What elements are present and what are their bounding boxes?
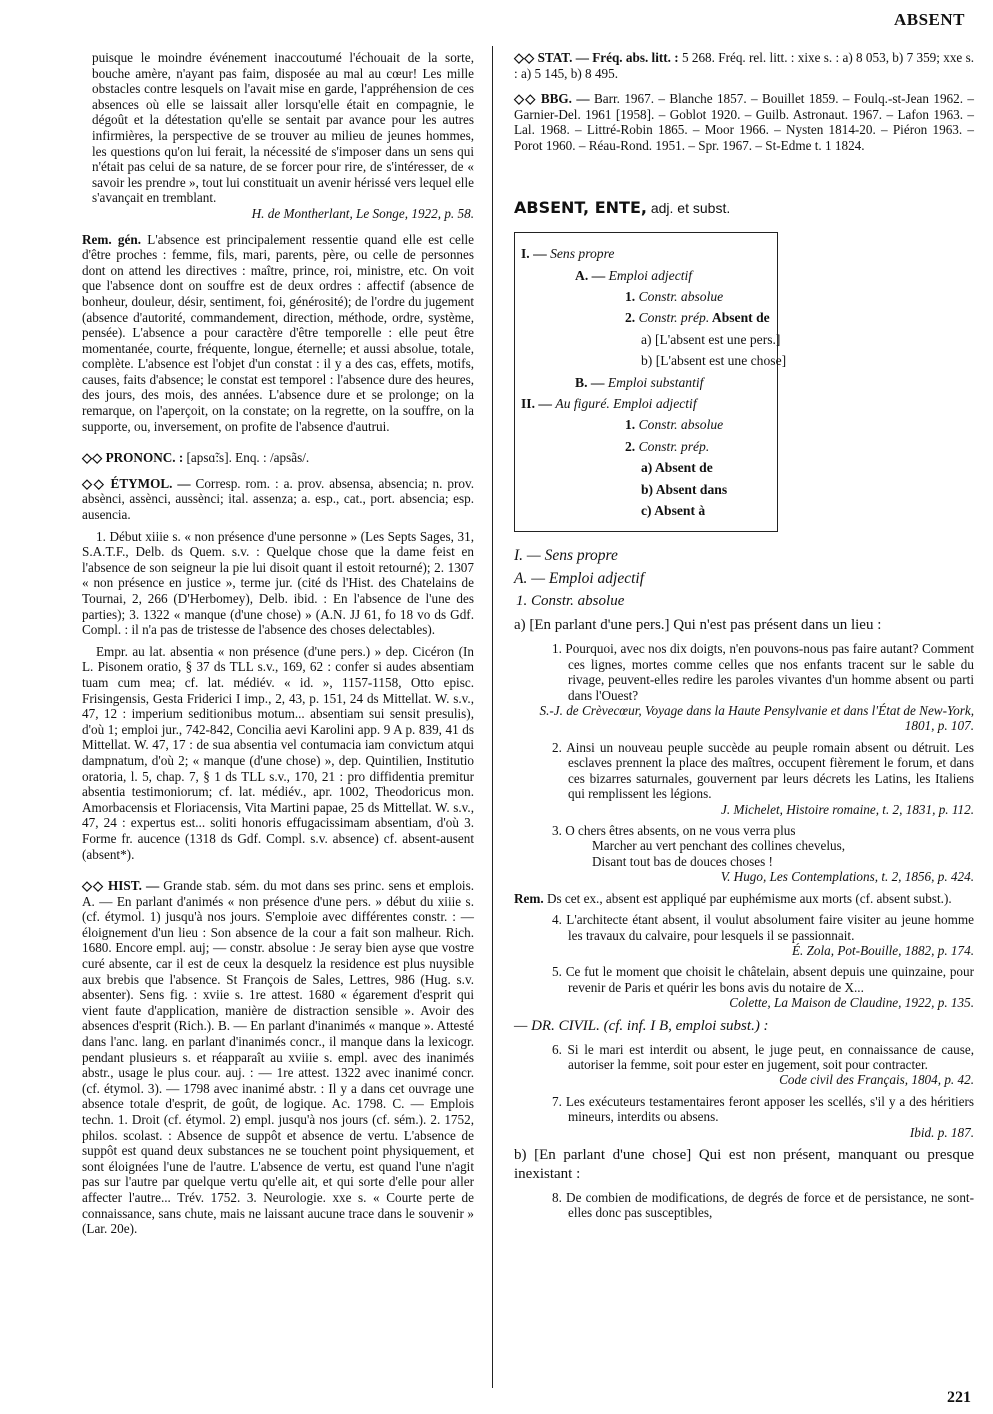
example-3-verse-2: Marcher au vert penchant des collines chevelus,: [592, 838, 846, 854]
plan-a-label: Emploi adjectif: [608, 267, 693, 283]
plan-a-num: A. —: [575, 267, 606, 283]
example-3: [514, 823, 974, 869]
prononciation: [82, 450, 474, 466]
plan-ii1-num: 1.: [625, 417, 636, 433]
etymologie-emprunt: Empr. au lat. absentia « non présence (d'une pers.) » dep. Cicéron (In L. Pisonem oratio, § 37 ds TLL s.v., 169, 62 : confer si audes absentiam tuam cum mea; cf. lat. médiév. « id. », 1157-1158, Otto episc. Frisingensis, Gesta Friderici I imp., 2, 43, p. 151, 24 ds Mittellat. W. s.v., 47, 12 : imperium seditionibus motum... absentiam sui sensit presulis), d'où 1; emploi jur., 742-842, Concilia aevi Karolini app. 9 A p. 839, 41 ds Mittellat. W. 47, 17 : de sua absentia vel contumacia iam convictum atqui dampnatum, d'où 2; « manque (d'une chose) », dep. Quintilien, Institutio oratoria, l. 5, chap. 7, § 1 ds TLL s.v., 170, 21 : pro diffidentia premitur absentia testimoniorum; cf. lat. médiév., apr. 1002, Theodoricus mon. Amorbacensis et Floriacensis, Vita Martini papae, 25 ds Mittellat. W. s.v., 47, 24 : expertus est... soliti honoris effugacissimam absentiam, d'où 3. Forme fr. aucence (1318 ds Gdf. Compl. s.v. absence) cf. absent-ausent (absent*).: [82, 643, 474, 862]
hist-label: ◇◇ HIST. —: [82, 878, 160, 894]
example-4: 4. L'architecte étant absent, il voulut absolument faire visiter au jeune homme les travaux du calvaire, pour lesquels il se passionnait.: [552, 912, 974, 943]
prononc-label: ◇◇ PRONONC. :: [82, 450, 184, 466]
example-4-source: É. Zola, Pot-Bouille, 1882, p. 174.: [791, 942, 974, 958]
bbg-text: Barr. 1967. – Blanche 1857. – Bouillet 1859. – Foulq.-st-Jean 1962. – Garnier-Del. 1961 [1958]. – Goblot 1920. – Guilb. Astronaut. 1967. – Lafon 1963. – Lal. 1968. – Littré-Robin 1865. – Moor 1966. – Nysten 1814-20. – Piéron 1963. – Porot 1960. – Réau-Rond. 1951. – Spr. 1967. – St-Edme t. 1 1824.: [514, 91, 974, 153]
plan-ii2c: c) Absent à: [641, 503, 706, 519]
plan-ii-label: Au figuré. Emploi adjectif: [555, 396, 697, 411]
rem-label-right: Rem.: [514, 890, 544, 906]
entry-headword: [514, 197, 974, 217]
page-number: 221: [947, 1389, 971, 1406]
rem-text: L'absence est principalement ressentie quand elle est celle d'être proches : femme, fils, mari, parents, père, ou celle de personnes dont on attend les directives : maître, prince, roi, ministre, etc. On voit que l'absence dont on souffre est de deux ordres : affectif (absence de bonheur, douleur, désir, sentiment, foi, générosité); de l'ordre du jugement (absence d'autorité, commandement, direction, méthode, ordre, système, pensée). L'absence a pour caractère d'être temporelle : elle peut être momentanée, courte, fréquente, longue, éternelle; et aussi absolue, totale, complète. L'absence est l'objet d'un constat : il y a des cas, effets, motifs, causes, faits d'absence; le constat est temporel : l'absence dure des heures, des jours, des mois, des années. L'absence dure et se prolonge; on la remarque, on l'aperçoit, on la constate; on la regrette, on la souffre, on la supporte, ou, inversement, on profite de l'absence d'autrui.: [82, 231, 474, 434]
stat-label: ◇◇ STAT. — Fréq. abs. litt. :: [514, 50, 679, 65]
stat-text: 5 268. Fréq. rel. litt. : xixe s. : a) 8 053, b) 7 359; xxe s. : a) 5 145, b) 8 495.: [514, 50, 975, 81]
example-1: 1. Pourquoi, avec nos dix doigts, n'en pouvons-nous pas faire autant? Comment ces lignes, mortes comme celles que nos enfants tracent sur le sable du rivage, peuvent-elles redire les paroles vivantes d'un homme absent ou parti dans l'Ouest?: [552, 641, 974, 703]
section-i-heading: I. — Sens propre: [514, 547, 618, 565]
bbg-label: ◇◇ BBG. —: [514, 91, 590, 107]
plan-a2a: a) [L'absent est une pers.]: [641, 331, 781, 347]
prononc-text: [apsɑ̃:s]. Enq. : /apsãs/.: [183, 450, 310, 466]
part-of-speech: adj. et subst.: [646, 199, 731, 216]
section-a-heading: A. — Emploi adjectif: [514, 570, 645, 588]
etymol-label: ◇◇ ÉTYMOL. —: [82, 475, 191, 491]
remarque-euphemisme: [514, 891, 974, 907]
example-8: 8. De combien de modifications, de degrés de force et de persistance, ne sont-elles donc pas susceptibles,: [552, 1190, 974, 1221]
example-6-source: Code civil des Français, 1804, p. 42.: [779, 1072, 974, 1088]
example-3-source: V. Hugo, Les Contemplations, t. 2, 1856, p. 424.: [720, 869, 974, 885]
droit-civil-heading: — DR. CIVIL. (cf. inf. I B, emploi subst.) :: [514, 1017, 769, 1034]
example-7: 7. Les exécuteurs testamentaires feront apposer les scellés, s'il y a des héritiers mineurs, interdits ou absens.: [552, 1093, 974, 1125]
right-column: [514, 50, 974, 1221]
section-1-heading: 1. Constr. absolue: [516, 593, 625, 610]
example-1-source: S.-J. de Crèvecœur, Voyage dans la Haute Pensylvanie et dans l'État de New-York, 1801, p. 107.: [539, 703, 974, 734]
headword: ABSENT, ENTE,: [514, 197, 647, 217]
hist-text: Grande stab. sém. du mot dans ses princ. sens et emplois. A. — En parlant d'animés « non présence d'une pers. » début du xiiie s. (cf. étymol. 1) jusqu'à nos jours. S'emploie avec différentes constr. : — éloignement d'un lieu : Son absence de la cour a fait son malheur. Rich. 1680. Encore empl. auj; — constr. absolue : Je seray bien ayse que vostre curé absente, car il est de ceux la desquelz la residence est plus nuysible aux brebis que l'absence. St François de Sales, Lettres, 986 (Hug. s.v. absenter). Sens fig. : xviie s. 1re attest. 1680 « égarement d'esprit qui vient faute d'application, manière de distraction sensible ». Avoir des absences d'esprit (Rich.). B. — En parlant d'inanimés « manque ». Attesté dans l'anc. lang. en parlant d'inanimés concr., il manque dans la lexicogr. pendant plusieurs s. et réapparaît au xviiie s. empl. avec des inanimés abstr., usage le plus cour. auj. : — 1re attest. 1322 avec inanimé concr. (cf. étymol. 3). — 1798 avec inanimé abstr. : Il y a dans cet ouvrage une absence totale d'esprit, de goût, de logique. Ac. 1798. C. — Emplois techn. 1. Droit (cf. étymol. 2) empl. jusqu'à nos jours (cf. sém.). 2. 1752, philos. scolast. : Absence de suppôt et absence de vertu. L'absence de suppôt est quand deux substances ne se touchent point physiquement, et sont éloignées l'une de l'autre. L'absence de vertu, est quand l'une n'agit pas sur l'autre par quelque vertu qu'elle ait, et qui sorte d'elle pour aller affecter l'autre... Trév. 1752. 3. Neurologie. xxe s. « Courte perte de connaissance, sans chute, mais ne laissant aucune trace dans le souvenir » (Lar. 20e).: [82, 878, 475, 1237]
quote-source: H. de Montherlant, Le Songe, 1922, p. 58.: [251, 205, 474, 221]
running-head: ABSENT: [893, 10, 965, 29]
plan-b-num: B. —: [575, 374, 605, 390]
plan-a2-label: Constr. prép.: [638, 310, 710, 326]
etymol-intro-text: Corresp. rom. : a. prov. absensa, absencia; n. prov. absènci, assènci, aussènci; ital. assenza; a. esp., cat., port. absencia; esp. ausencia.: [82, 475, 475, 523]
statistique: [514, 50, 974, 81]
plan-ii2a: a) Absent de: [641, 460, 713, 476]
example-5-source: Colette, La Maison de Claudine, 1922, p. 135.: [729, 995, 974, 1011]
historique: [82, 878, 474, 1237]
plan-ii1-label: Constr. absolue: [638, 417, 724, 433]
column-divider: [492, 46, 493, 1388]
bibliographie: [514, 91, 974, 153]
plan-i-label: Sens propre: [550, 246, 615, 262]
example-3-verse-3: Disant tout bas de douces choses !: [592, 853, 773, 869]
etymologie-dates: 1. Début xiiie s. « non présence d'une personne » (Les Septs Sages, 31, S.A.T.F., Delb. ds Quem. s.v. : Quelque chose que la dame feist en l'absence de son seigneur la pie lui disoit quant il estoit retourné); 2. 1307 « non présence en justice », terme jur. (cité ds l'Hist. des Chatelains de Tournai, 2, 266 (D'Herbomey), Delb. ibid. : En l'absence de l'une des parties); 3. 1322 « manque (d'une chose) » (A.N. JJ 61, fo 18 vo ds Gdf. Compl. : il n'a pas de tristesse de l'absence des choses delectables).: [82, 528, 474, 638]
example-6: 6. Si le mari est interdit ou absent, le juge peut, en connaissance de cause, autoriser la femme, soit pour ester en jugement, soit pour contracter.: [552, 1041, 974, 1072]
quote-montherlant: puisque le moindre événement inaccoutumé l'échouait de la sorte, bouche amère, n'ayant pas faim, disposée au mal au cœur! Les mille obstacles contre lesquels on l'avait mise en garde, l'appréhension de ces absences où elle se laissait aller lorsqu'elle était en compagnie, le dégoût et la détestation qu'elle se sentait par avance pour les autres infirmières, la perspective de se trouver au milieu de jeunes hommes, les questions qu'on lui ferait, la nécessité de s'imposer dans un sens qui n'était pas celui de sa nature, de se forcer pour rire, de s'intéresser, de « savoir les prendre », tout lui constituait un avenir hérissé vers lequel elle s'avançait en tremblant.: [92, 50, 474, 206]
plan-ii-num: II. —: [521, 396, 552, 411]
example-5: 5. Ce fut le moment que choisit le châtelain, absent depuis une quinzaine, pour revenir de Paris et quérir les bons avis du notaire de X...: [552, 964, 974, 995]
sense-a: a) [En parlant d'une pers.] Qui n'est pas présent dans un lieu :: [514, 617, 882, 634]
article-plan-box: [514, 232, 787, 532]
rem-text-right: Ds cet ex., absent est appliqué par euphémisme aux morts (cf. absent subst.).: [543, 890, 952, 906]
remarque-generale: [82, 232, 474, 435]
plan-ii2-label: Constr. prép.: [638, 438, 710, 454]
plan-ii2b: b) Absent dans: [641, 481, 728, 497]
plan-a2-bold: Absent de: [709, 310, 770, 326]
example-3-verse-1: 3. O chers êtres absents, on ne vous verra plus: [552, 822, 796, 838]
example-7-source: Ibid. p. 187.: [909, 1124, 974, 1140]
sense-b: b) [En parlant d'une chose] Qui est non présent, manquant ou presque inexistant :: [514, 1147, 974, 1182]
plan-a2-num: 2.: [625, 310, 636, 326]
example-2: 2. Ainsi un nouveau peuple succède au peuple romain absent ou détruit. Les esclaves prennent la place des maîtres, occupent fièrement le forum, et dans ces bizarres saturnales, gouvernent par leurs décrets les Latins, les Italiens qui remplissent les légions.: [552, 739, 974, 802]
rem-label: Rem. gén.: [82, 231, 142, 247]
plan-ii2-num: 2.: [625, 438, 636, 454]
left-column: [82, 50, 474, 1237]
plan-b-label: Emploi substantif: [607, 374, 704, 390]
plan-i-num: I. —: [521, 246, 547, 262]
plan-a1-num: 1.: [625, 288, 636, 304]
example-2-source: J. Michelet, Histoire romaine, t. 2, 1831, p. 112.: [721, 801, 974, 817]
etymologie-intro: [82, 476, 474, 523]
plan-a2b: b) [L'absent est une chose]: [641, 353, 787, 369]
plan-a1-label: Constr. absolue: [638, 288, 724, 304]
